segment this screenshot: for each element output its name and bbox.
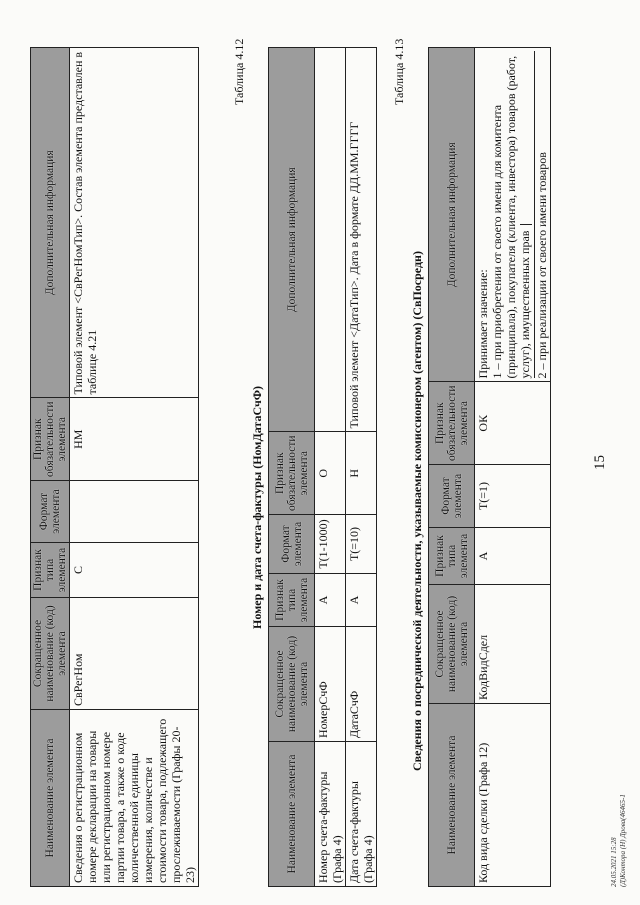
table-row xyxy=(475,48,551,887)
stamp-line-1: 24.05.2021 15:28 xyxy=(610,837,618,887)
cell-name: Код вида сделки (Графа 12) xyxy=(475,704,551,887)
table-413-label: Таблица 4.13 xyxy=(392,38,406,105)
cell-required: НМ xyxy=(70,398,199,481)
col-required-header: Признак обязательности элемента xyxy=(269,432,315,515)
col-format-header: Формат элемента xyxy=(31,481,70,543)
table-header-row xyxy=(269,48,315,887)
table-row xyxy=(346,48,377,887)
cell-name: Дата счета-фактуры (Графа 4) xyxy=(346,742,377,887)
cell-code: КодВидСдел xyxy=(475,585,551,704)
col-required-header: Признак обязательности элемента xyxy=(429,382,475,465)
text-cursor-icon xyxy=(520,224,532,225)
cell-required: ОК xyxy=(475,382,551,465)
cell-info: Типовой элемент <СвРегНомТип>. Состав элемента представлен в таблице 4.21 xyxy=(70,48,199,398)
col-required-header: Признак обязательности элемента xyxy=(31,398,70,481)
col-name-header: Наименование элемента xyxy=(269,742,315,887)
cell-type: А xyxy=(475,528,551,585)
info-option-1 xyxy=(490,51,532,378)
info-option-2: 2 – при реализации от своего имени товаров xyxy=(534,51,549,378)
col-format-header: Формат элемента xyxy=(269,515,315,574)
col-code-header: Сокращенное наименование (код) элемента xyxy=(269,627,315,742)
table-412-label: Таблица 4.12 xyxy=(232,38,246,105)
table-413 xyxy=(428,47,551,887)
col-code-header: Сокращенное наименование (код) элемента xyxy=(429,585,475,704)
col-type-header: Признак типа элемента xyxy=(269,574,315,627)
cell-type: А xyxy=(315,574,346,627)
col-format-header: Формат элемента xyxy=(429,465,475,528)
cell-code: СвРегНом xyxy=(70,598,199,710)
info-option-1-text: 1 – при приобретении от своего имени для комитента (принципала), покупателя (клиента, инвестора) товаров (работ, услуг), имущественных прав xyxy=(490,55,532,379)
table-header-row xyxy=(429,48,475,887)
col-name-header: Наименование элемента xyxy=(429,704,475,887)
col-info-header: Дополнительная информация xyxy=(31,48,70,398)
cell-format: T(1-1000) xyxy=(315,515,346,574)
cell-format: T(=1) xyxy=(475,465,551,528)
print-stamp xyxy=(610,794,628,887)
table-412 xyxy=(268,47,377,887)
table-prev xyxy=(30,47,199,887)
cell-type: С xyxy=(70,543,199,598)
col-name-header: Наименование элемента xyxy=(31,710,70,887)
info-lead: Принимает значение: xyxy=(476,269,490,379)
cell-code: ДатаСчФ xyxy=(346,627,377,742)
table-row xyxy=(70,48,199,887)
cell-name: Сведения о регистрационном номере декларации на товары или регистрационном номере партии товара, а также о коде количественной единицы измерения, количестве и стоимости товара, подлежащего прослеживаемости (Графы 20-23) xyxy=(70,710,199,887)
table-header-row xyxy=(31,48,70,887)
col-info-header: Дополнительная информация xyxy=(269,48,315,432)
cell-format xyxy=(70,481,199,543)
col-code-header: Сокращенное наименование (код) элемента xyxy=(31,598,70,710)
table-412-title: Номер и дата счета-фактуры (НомДатаСчФ) xyxy=(250,385,264,629)
col-info-header: Дополнительная информация xyxy=(429,48,475,382)
cell-required: Н xyxy=(346,432,377,515)
cell-type: А xyxy=(346,574,377,627)
table-row xyxy=(315,48,346,887)
cell-format: T(=10) xyxy=(346,515,377,574)
cell-info: Типовой элемент <ДатаТип>. Дата в формате ДД.ММ.ГГГГ xyxy=(346,48,377,432)
cell-info xyxy=(315,48,346,432)
col-type-header: Признак типа элемента xyxy=(429,528,475,585)
cell-info xyxy=(475,48,551,382)
col-type-header: Признак типа элемента xyxy=(31,543,70,598)
cell-code: НомерСчФ xyxy=(315,627,346,742)
page-number: 15 xyxy=(592,455,608,470)
cell-required: О xyxy=(315,432,346,515)
stamp-line-2: (Д)Контора (Н) Дрова(46465-1 xyxy=(619,794,627,887)
cell-name: Номер счета-фактуры (Графа 4) xyxy=(315,742,346,887)
table-413-title: Сведения о посреднической деятельности, указываемые комиссионером (агентом) (СвПосредн) xyxy=(410,251,424,771)
